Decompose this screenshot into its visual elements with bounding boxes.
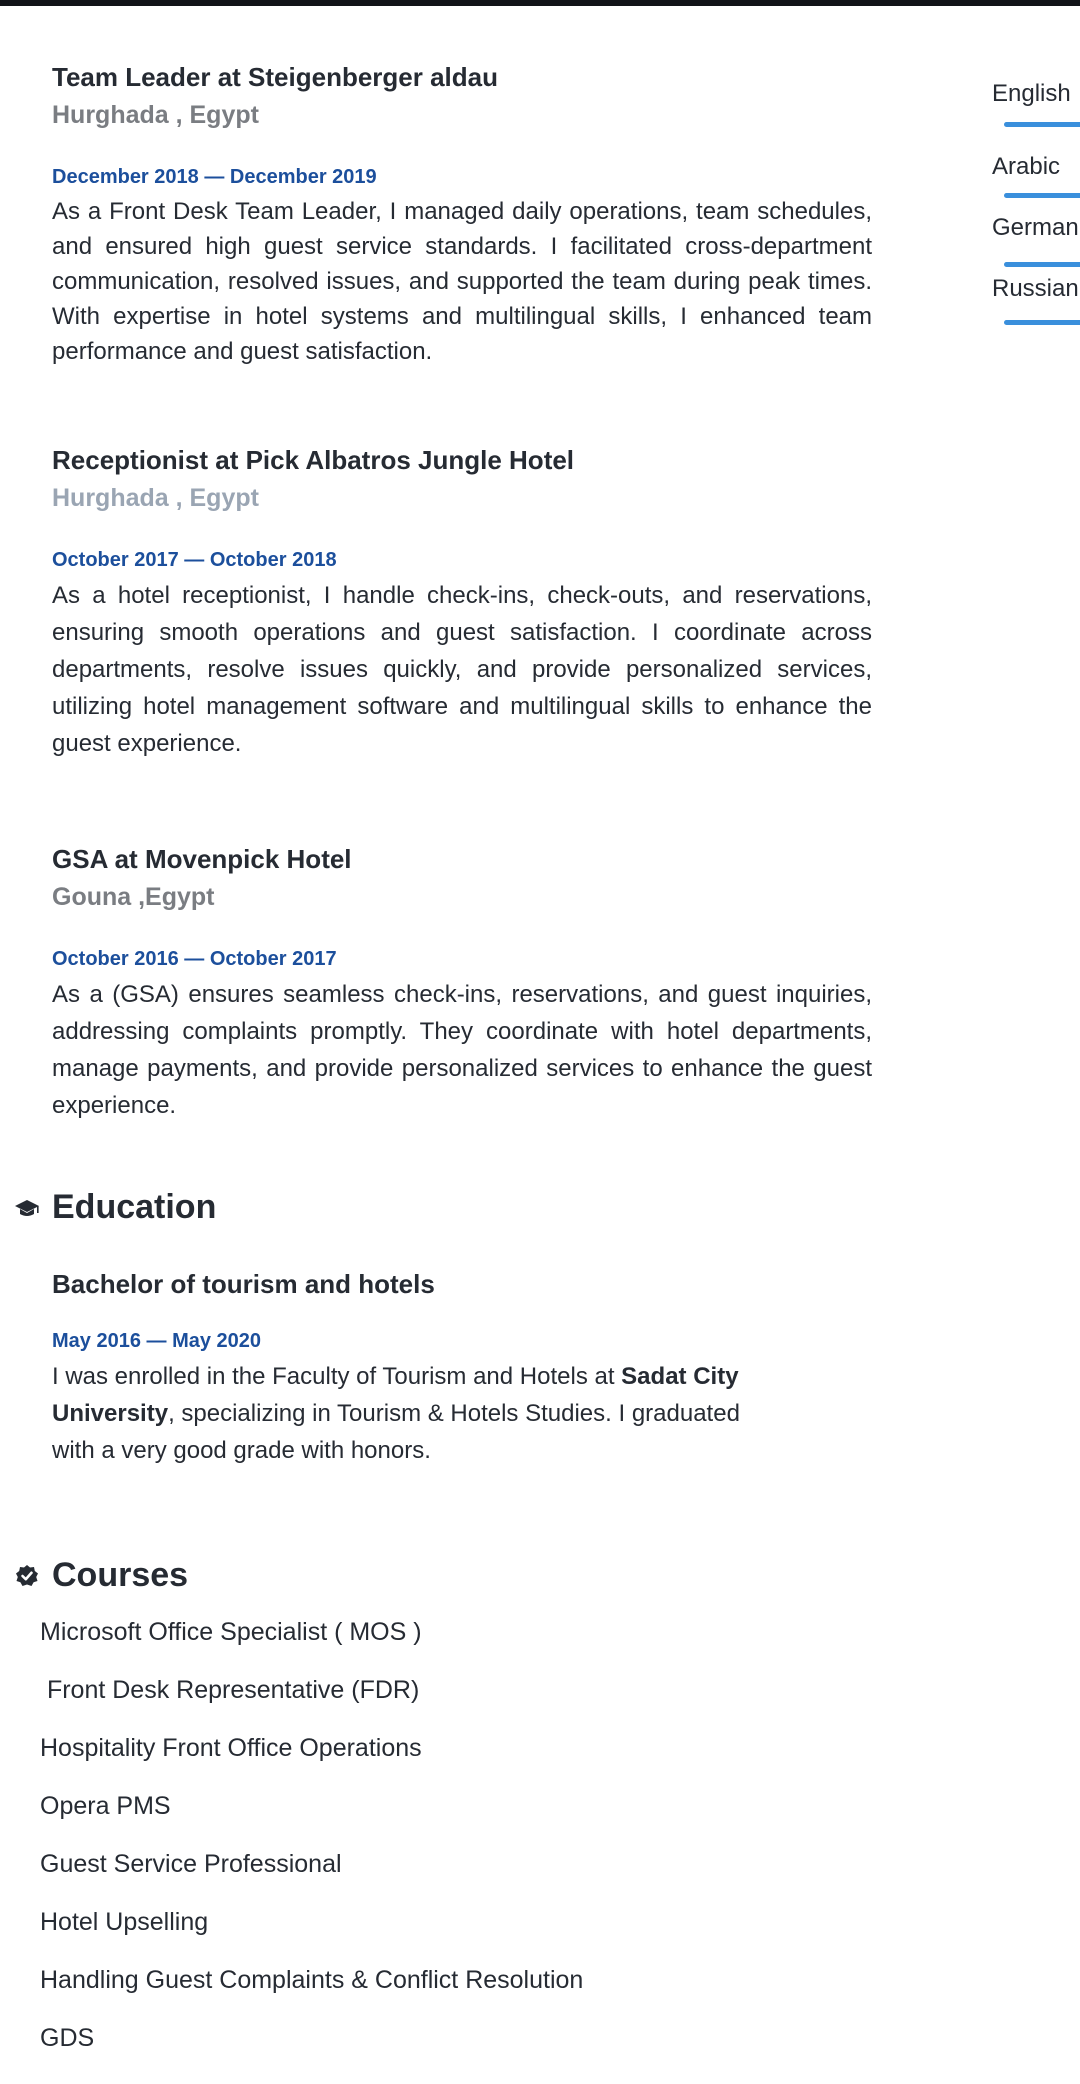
- job-location: Hurghada , Egypt: [52, 101, 259, 129]
- course-item: Guest Service Professional: [40, 1850, 342, 1878]
- job-title: Team Leader at Steigenberger aldau: [52, 62, 498, 92]
- top-border: [0, 0, 1080, 6]
- graduation-cap-icon: [14, 1195, 40, 1221]
- language-level-bar: [1004, 262, 1080, 267]
- course-item: Microsoft Office Specialist ( MOS ): [40, 1618, 422, 1646]
- section-title: Courses: [52, 1556, 189, 1594]
- education-dates: May 2016 — May 2020: [52, 1330, 262, 1352]
- course-item: Opera PMS: [40, 1792, 171, 1820]
- education-description: [52, 1358, 772, 1469]
- language-name: Arabic: [992, 153, 1061, 180]
- language-name: Russian: [992, 275, 1079, 302]
- language-name: German: [992, 214, 1079, 241]
- language-level-bar: [1004, 122, 1080, 127]
- education-text: I was enrolled in the Faculty of Tourism and Hotels at: [52, 1363, 615, 1390]
- course-item: GDS: [40, 2024, 95, 2052]
- job-location: Gouna ,Egypt: [52, 883, 215, 911]
- experience-entry: [52, 60, 872, 369]
- courses-heading: [14, 1556, 188, 1595]
- experience-entry: [52, 443, 872, 762]
- course-item: Hospitality Front Office Operations: [40, 1734, 422, 1762]
- degree-title: Bachelor of tourism and hotels: [52, 1269, 435, 1299]
- education-entry: [52, 1267, 872, 1469]
- verified-badge-icon: [14, 1563, 40, 1589]
- language-name: English: [992, 80, 1071, 107]
- course-item: Front Desk Representative (FDR): [40, 1676, 420, 1704]
- job-dates: October 2017 — October 2018: [52, 549, 337, 571]
- job-description: As a Front Desk Team Leader, I managed daily operations, team schedules, and ensured high guest service standards. I facilitated cross-department communication, resolved issues, and supported the team during peak times. With expertise in hotel systems and multilingual skills, I enhanced team performance and guest satisfaction.: [52, 198, 872, 365]
- job-title: Receptionist at Pick Albatros Jungle Hotel: [52, 445, 575, 475]
- job-title: GSA at Movenpick Hotel: [52, 844, 352, 874]
- language-level-bar: [1004, 320, 1080, 325]
- job-description: As a hotel receptionist, I handle check-ins, check-outs, and reservations, ensuring smooth operations and guest satisfaction. I coordinate across departments, resolve issues quickly, and provide personalized services, utilizing hotel management software and multilingual skills to enhance the guest experience.: [52, 582, 872, 757]
- university-name: Sadat City University: [52, 1363, 739, 1427]
- course-item: Handling Guest Complaints & Conflict Resolution: [40, 1966, 584, 1994]
- education-text: , specializing in Tourism & Hotels Studies. I graduated with a very good grade with honors.: [52, 1400, 740, 1464]
- experience-entry: [52, 842, 872, 1124]
- job-description: As a (GSA) ensures seamless check-ins, reservations, and guest inquiries, addressing complaints promptly. They coordinate with hotel departments, manage payments, and provide personalized services to enhance the guest experience.: [52, 981, 872, 1119]
- job-dates: December 2018 — December 2019: [52, 166, 377, 188]
- job-location: Hurghada , Egypt: [52, 484, 259, 512]
- job-dates: October 2016 — October 2017: [52, 948, 337, 970]
- education-heading: [14, 1188, 216, 1227]
- language-level-bar: [1004, 193, 1080, 198]
- section-title: Education: [52, 1188, 217, 1226]
- course-item: Hotel Upselling: [40, 1908, 209, 1936]
